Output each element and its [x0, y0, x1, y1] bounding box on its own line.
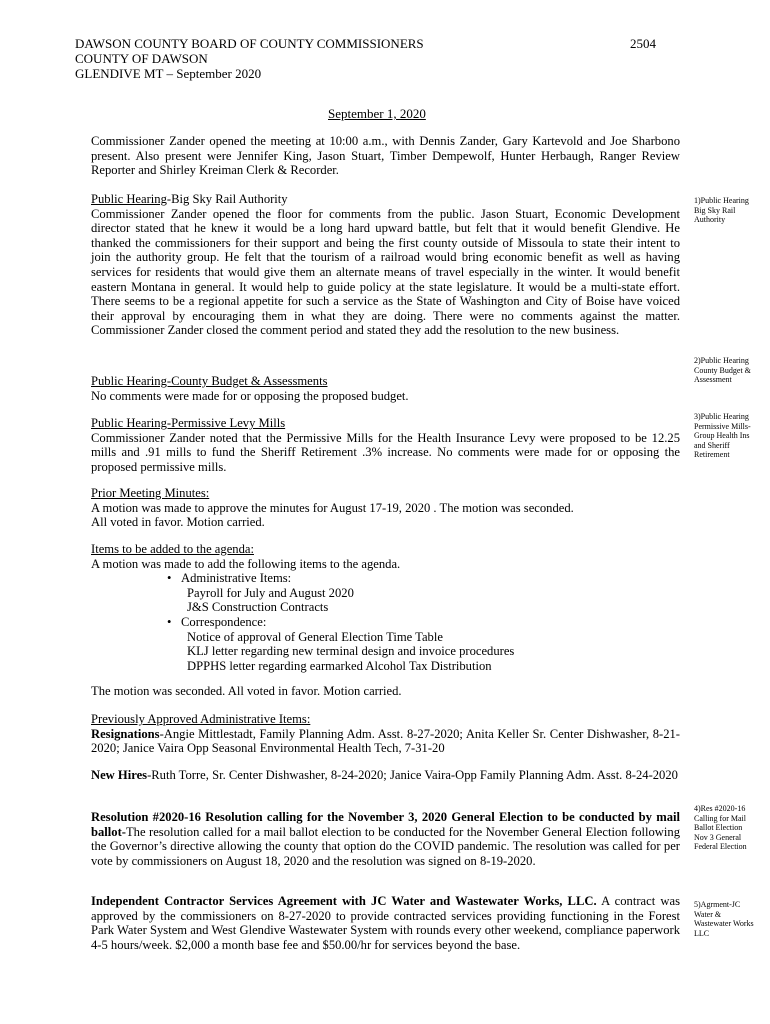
section-body: Commissioner Zander noted that the Permissive Mills for the Health Insurance Levy were proposed to be 12.25 mills and .91 mills to fund the Sheriff Retirement .3% increase. No comments were made for or opposing the proposed permissive mills.	[91, 430, 680, 474]
contract-title: Independent Contractor Services Agreement with JC Water and Wastewater Works, LLC	[91, 894, 594, 908]
resolution-title: Resolution #2020-16 Resolution calling for the November 3, 2020 General Election to be conducted by mail ballot-	[91, 810, 680, 839]
heading-underlined: Public Hearing	[91, 192, 167, 206]
list-subitem: DPPHS letter regarding earmarked Alcohol Tax Distribution	[187, 658, 492, 673]
margin-note-3: 3)Public Hearing Permissive Mills-Group Health Ins and Sheriff Retirement	[694, 412, 751, 460]
resignations-text: -Angie Mittlestadt, Family Planning Adm. Asst. 8-27-2020; Anita Keller Sr. Center Dishwasher, 8-21-2020; Janice Vaira Opp Seasonal Environmental Health Tech, 7-31-20	[91, 726, 680, 756]
section-heading: Previously Approved Administrative Items:	[91, 712, 311, 726]
section-hearing-budget	[91, 374, 680, 403]
margin-note-4: 4)Res #2020-16 Calling for Mail Ballot Election Nov 3 General Federal Election	[694, 804, 747, 852]
section-heading: Items to be added to the agenda:	[91, 542, 254, 556]
section-agenda-items	[91, 542, 680, 673]
agenda-list	[91, 615, 680, 630]
new-hires	[91, 768, 680, 783]
section-hearing-rail	[91, 192, 680, 338]
opening-paragraph: Commissioner Zander opened the meeting at 10:00 a.m., with Dennis Zander, Gary Kartevold and Joe Sharbono present. Also present were Jennifer King, Jason Stuart, Timber Dempewolf, Hunter Herbaugh, Ranger Review Reporter and Shirley Kreiman Clerk & Recorder.	[91, 134, 680, 178]
section-heading: Prior Meeting Minutes:	[91, 486, 210, 500]
list-subitem: KLJ letter regarding new terminal design and invoice procedures	[187, 644, 515, 659]
contract-body: A contract was approved by the commissioners on 8-27-2020 to provide contracted services providing functioning in the Forest Park Water System and West Glendive Wastewater System with rounds every other weekend, compliance paperwork 4-5 hours/week. $2,000 a month base fee and $50.00/hr for services beyond the base.	[91, 894, 680, 952]
minutes-vote: All voted in favor. Motion carried.	[91, 515, 265, 530]
section-heading: Public Hearing-Permissive Levy Mills	[91, 416, 286, 430]
agenda-intro: A motion was made to add the following items to the agenda.	[91, 556, 401, 571]
list-subitem: Notice of approval of General Election Time Table	[187, 629, 443, 644]
margin-note-5: 5)Agrment-JC Water & Wastewater Works LLC	[694, 900, 754, 938]
list-subitem: J&S Construction Contracts	[187, 600, 329, 615]
document-number: 2504	[630, 36, 656, 51]
resolution-body: The resolution called for a mail ballot election to be conducted for the November General Election following the Governor’s directive allowing the county that option do the COVID pandemic. The resolution was called for per vote by commissioners on August 18, 2020 and the resolution was signed on 8-19-2020.	[91, 824, 680, 868]
section-contract: Independent Contractor Services Agreement with JC Water and Wastewater Works, LLC. A contract was approved by the commissioners on 8-27-2020 to provide contracted services providing functioning in the Forest Park Water System and West Glendive Wastewater System with rounds every other weekend, compliance paperwork 4-5 hours/week. $2,000 a month base fee and $50.00/hr for services beyond the base.	[91, 894, 680, 952]
list-item: • Administrative Items:	[167, 571, 292, 586]
document-header	[75, 36, 424, 81]
bullet-icon: •	[167, 614, 172, 629]
header-county: COUNTY OF DAWSON	[75, 51, 208, 66]
section-heading	[91, 192, 680, 207]
agenda-closing: The motion was seconded. All voted in favor. Motion carried.	[91, 684, 402, 698]
resignations	[91, 727, 680, 756]
heading-rest: -Big Sky Rail Authority	[166, 192, 288, 206]
margin-note-1: 1)Public Hearing Big Sky Rail Authority	[694, 196, 749, 225]
section-admin-items	[91, 712, 680, 756]
minutes-motion: A motion was made to approve the minutes for August 17-19, 2020 . The motion was seconded.	[91, 500, 574, 515]
section-prior-minutes	[91, 486, 680, 530]
header-board-name: DAWSON COUNTY BOARD OF COUNTY COMMISSIONERS	[75, 36, 424, 51]
agenda-list	[91, 571, 680, 586]
section-body: Commissioner Zander opened the floor for comments from the public. Jason Stuart, Economic Development director stated that he knew it would be a long hard upward battle, but felt that it would benefit Glendive. He thanked the commissioners for their support and being the first county outside of Missoula to state their intent to join the authority group. He felt that the tourism of a railroad would bring economic benefit as well as having services for residents that would give them an alternate means of travel especially in the winter. It would benefit eastern Montana in general. It would help to guide policy at the state legislature. It would be a multi-state effort. There seems to be a regional appetite for such a service as the State of Washington and City of Boise have voiced their approval by encouraging them in what they are doing. There were no comments against the matter. Commissioner Zander closed the comment period and stated they add the resolution to the new business.	[91, 206, 680, 338]
resignations-label: Resignations	[91, 726, 160, 741]
new-hires-text: -Ruth Torre, Sr. Center Dishwasher, 8-24-2020; Janice Vaira-Opp Family Planning Adm. Asst. 8-24-2020	[147, 768, 678, 782]
section-heading: Public Hearing-County Budget & Assessments	[91, 374, 328, 388]
meeting-date: September 1, 2020	[328, 106, 426, 121]
list-subitem: Payroll for July and August 2020	[187, 585, 354, 600]
list-item: • Correspondence:	[167, 614, 267, 629]
bullet-icon: •	[167, 571, 172, 586]
margin-note-2: 2)Public Hearing County Budget & Assessment	[694, 356, 751, 385]
header-location-date: GLENDIVE MT – September 2020	[75, 66, 262, 81]
section-resolution	[91, 810, 680, 868]
new-hires-label: New Hires	[91, 768, 148, 782]
section-hearing-levy	[91, 416, 680, 474]
section-body: No comments were made for or opposing the proposed budget.	[91, 388, 409, 403]
